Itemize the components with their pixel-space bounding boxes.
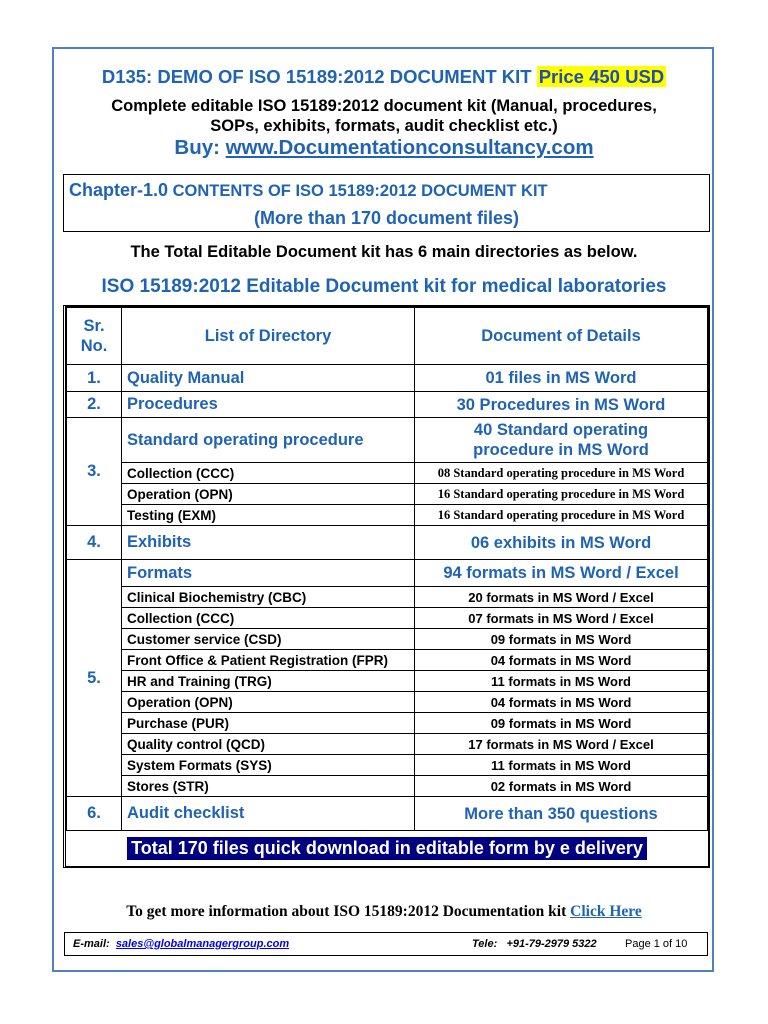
subrow-directory: Testing (EXM) [122, 505, 415, 526]
row-detail: More than 350 questions [415, 797, 708, 831]
subrow-detail: 11 formats in MS Word [415, 755, 708, 776]
row-directory: Quality Manual [122, 365, 415, 392]
table-row [67, 418, 708, 463]
subrow-directory: Clinical Biochemistry (CBC) [122, 587, 415, 608]
email-link[interactable]: sales@globalmanagergroup.com [115, 938, 290, 950]
subrow-directory: Front Office & Patient Registration (FPR) [122, 650, 415, 671]
subrow-detail: 17 formats in MS Word / Excel [415, 734, 708, 755]
table-subrow [67, 505, 708, 526]
row-sr: 4. [67, 526, 122, 560]
subrow-detail: 08 Standard operating procedure in MS Word [415, 463, 708, 484]
subrow-detail: 11 formats in MS Word [415, 671, 708, 692]
email-label: E-mail: [73, 938, 110, 950]
row-sr: 2. [67, 392, 122, 418]
subtitle-line-2: SOPs, exhibits, formats, audit checklist etc.) [210, 117, 558, 135]
chapter-heading [69, 180, 548, 201]
subrow-detail: 16 Standard operating procedure in MS Word [415, 484, 708, 505]
header-details: Document of Details [415, 308, 708, 365]
total-row [67, 831, 708, 867]
tele-label: Tele: [472, 938, 498, 950]
document-title [62, 66, 706, 88]
click-here-link[interactable]: Click Here [570, 903, 642, 920]
subrow-directory: System Formats (SYS) [122, 755, 415, 776]
subrow-detail: 16 Standard operating procedure in MS Word [415, 505, 708, 526]
more-info-text: To get more information about ISO 15189:2012 Documentation kit [126, 903, 567, 920]
row-directory: Exhibits [122, 526, 415, 560]
subrow-detail: 09 formats in MS Word [415, 713, 708, 734]
subrow-directory: Stores (STR) [122, 776, 415, 797]
subrow-detail: 04 formats in MS Word [415, 692, 708, 713]
subrow-directory: HR and Training (TRG) [122, 671, 415, 692]
kit-title: ISO 15189:2012 Editable Document kit for medical laboratories [101, 276, 667, 297]
table-subrow [67, 484, 708, 505]
table-subrow [67, 608, 708, 629]
buy-line [62, 136, 706, 160]
row-sr: 3. [67, 418, 122, 526]
table-subrow [67, 776, 708, 797]
page-footer [64, 932, 708, 956]
subrow-directory: Collection (CCC) [122, 463, 415, 484]
title-text: D135: DEMO OF ISO 15189:2012 DOCUMENT KIT [101, 66, 532, 87]
row-detail: 06 exhibits in MS Word [415, 526, 708, 560]
row-directory: Audit checklist [122, 797, 415, 831]
table-header-row [67, 308, 708, 365]
subrow-directory: Purchase (PUR) [122, 713, 415, 734]
subrow-directory: Operation (OPN) [122, 692, 415, 713]
total-banner: Total 170 files quick download in editable form by e delivery [127, 837, 647, 860]
row-directory: Procedures [122, 392, 415, 418]
buy-label: Buy: [174, 136, 220, 159]
table-subrow [67, 463, 708, 484]
directory-table [63, 305, 710, 868]
subrow-detail: 04 formats in MS Word [415, 650, 708, 671]
intro-text: The Total Editable Document kit has 6 main directories as below. [130, 243, 638, 261]
price-badge: Price 450 USD [538, 66, 665, 87]
subrow-detail: 09 formats in MS Word [415, 629, 708, 650]
table-subrow [67, 587, 708, 608]
subrow-detail: 07 formats in MS Word / Excel [415, 608, 708, 629]
header-sr-no: Sr. No. [67, 308, 122, 365]
chapter-box [63, 174, 710, 232]
table-subrow [67, 734, 708, 755]
table-row [67, 797, 708, 831]
subrow-detail: 20 formats in MS Word / Excel [415, 587, 708, 608]
row-sr: 1. [67, 365, 122, 392]
row-detail: 01 files in MS Word [415, 365, 708, 392]
tele-number: +91-79-2979 5322 [506, 938, 597, 950]
row-directory: Formats [122, 560, 415, 587]
subrow-directory: Customer service (CSD) [122, 629, 415, 650]
subtitle-line-1: Complete editable ISO 15189:2012 document kit (Manual, procedures, [111, 97, 657, 115]
chapter-subtitle: (More than 170 document files) [253, 208, 520, 228]
subrow-directory: Collection (CCC) [122, 608, 415, 629]
row-detail: 40 Standard operating procedure in MS Word [415, 418, 708, 463]
row-sr: 5. [67, 560, 122, 797]
header-directory: List of Directory [122, 308, 415, 365]
table-subrow [67, 713, 708, 734]
table-row [67, 365, 708, 392]
chapter-prefix: Chapter-1.0 [69, 180, 169, 200]
table-row [67, 526, 708, 560]
table-subrow [67, 650, 708, 671]
buy-link[interactable]: www.Documentationconsultancy.com [225, 136, 594, 159]
footer-email [73, 938, 289, 950]
row-directory: Standard operating procedure [122, 418, 415, 463]
chapter-title: CONTENTS OF ISO 15189:2012 DOCUMENT KIT [172, 182, 548, 200]
table-subrow [67, 629, 708, 650]
footer-tele [472, 938, 597, 950]
subrow-directory: Quality control (QCD) [122, 734, 415, 755]
document-subtitle [62, 96, 706, 136]
table-row [67, 560, 708, 587]
row-detail: 30 Procedures in MS Word [415, 392, 708, 418]
table-subrow [67, 755, 708, 776]
row-sr: 6. [67, 797, 122, 831]
page-number: Page 1 of 10 [625, 938, 688, 950]
table-subrow [67, 671, 708, 692]
more-info [62, 903, 706, 921]
subrow-detail: 02 formats in MS Word [415, 776, 708, 797]
subrow-directory: Operation (OPN) [122, 484, 415, 505]
row-detail: 94 formats in MS Word / Excel [415, 560, 708, 587]
table-row [67, 392, 708, 418]
table-subrow [67, 692, 708, 713]
